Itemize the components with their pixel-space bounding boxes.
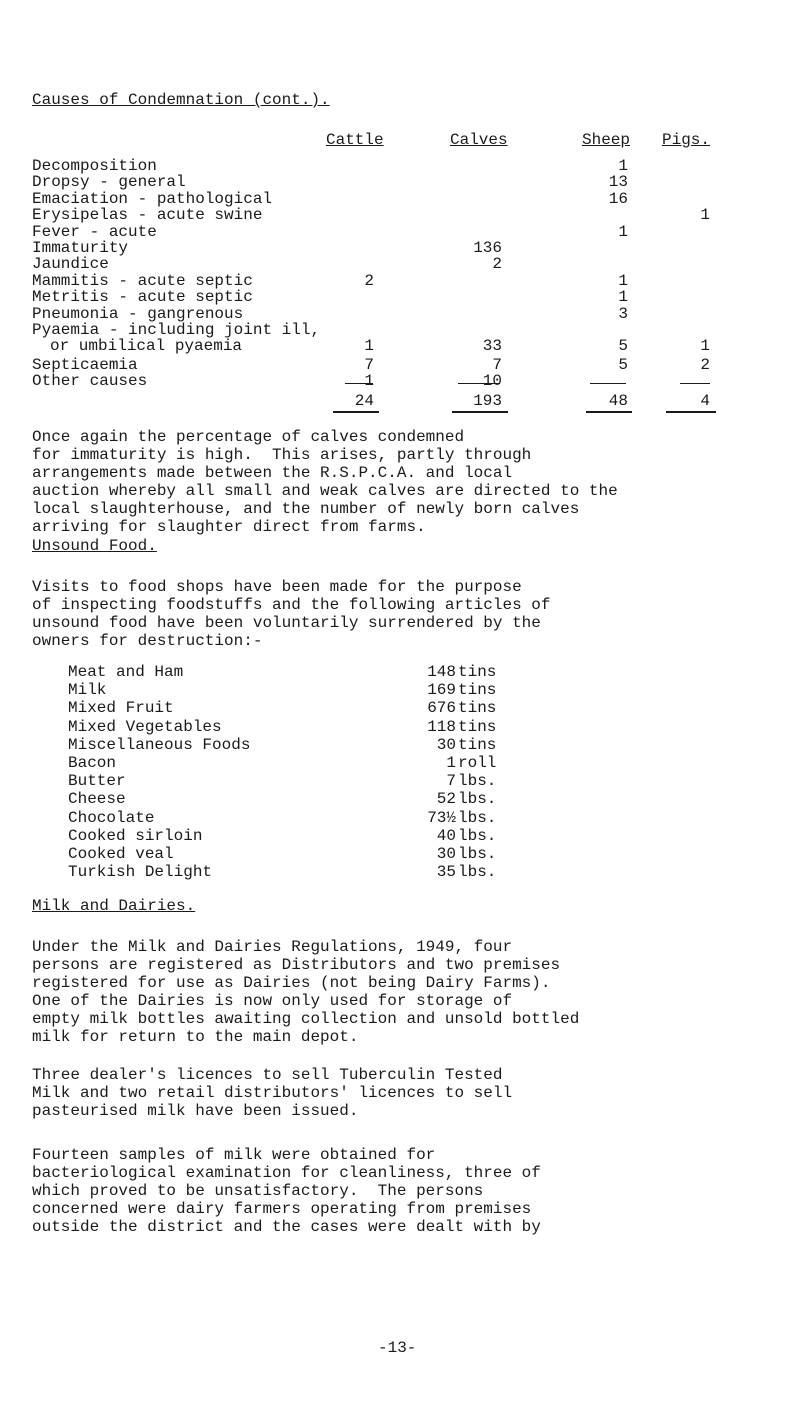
paragraph-line: owners for destruction:- <box>32 632 263 650</box>
unsound-food-intro <box>32 578 788 650</box>
condemnation-cell-cattle: 1 <box>364 372 374 391</box>
total-calves: 193 <box>473 392 502 410</box>
food-item-unit: roll <box>458 754 497 772</box>
paragraph-line: Three dealer's licences to sell Tuberculin Tested <box>32 1066 503 1084</box>
paragraph-line: unsound food have been voluntarily surrendered by the <box>32 614 541 632</box>
paragraph-line: concerned were dairy farmers operating from premises <box>32 1200 532 1218</box>
food-item-name: Mixed Vegetables <box>68 717 222 736</box>
food-item-unit: lbs. <box>458 863 497 882</box>
condemnation-cell-pigs: 1 <box>700 337 710 356</box>
condemnation-row-label: or umbilical pyaemia <box>50 337 243 356</box>
condemnation-cell-sheep: 1 <box>618 288 628 307</box>
total-pigs: 4 <box>700 392 710 410</box>
condemnation-cell-sheep: 16 <box>608 189 628 208</box>
food-item-name: Turkish Delight <box>68 863 213 882</box>
condemnation-row-label: Jaundice <box>32 255 109 274</box>
total-sheep: 48 <box>608 392 628 410</box>
total-rule-cattle <box>333 411 379 413</box>
total-rule-pigs <box>666 411 716 413</box>
paragraph-line: Visits to food shops have been made for the purpose <box>32 578 522 596</box>
subtotal-rule-cattle <box>345 383 373 384</box>
paragraph-line: which proved to be unsatisfactory. The persons <box>32 1182 484 1200</box>
condemnation-row-label: Mammitis - acute septic <box>32 271 253 290</box>
food-item-unit: tins <box>458 681 497 700</box>
col-header-sheep: Sheep <box>582 131 631 149</box>
food-item-name: Milk <box>68 681 107 700</box>
paragraph-line: for immaturity is high. This arises, partly through <box>32 446 532 464</box>
food-item-name: Butter <box>68 772 126 791</box>
food-item-unit: lbs. <box>458 845 497 863</box>
food-item-qty: 118 <box>427 717 456 736</box>
food-item-qty: 169 <box>427 681 456 700</box>
subtotal-rule-sheep <box>590 383 626 384</box>
paragraph-line: arrangements made between the R.S.P.C.A. and local <box>32 464 513 482</box>
condemnation-row-label: Metritis - acute septic <box>32 288 253 307</box>
food-item-name: Cheese <box>68 790 126 809</box>
col-header-cattle: Cattle <box>326 131 384 149</box>
condemnation-cell-calves: 2 <box>492 255 502 274</box>
paragraph-line: Fourteen samples of milk were obtained for <box>32 1146 436 1164</box>
page-number: -13- <box>378 1339 417 1357</box>
condemnation-cell-sheep: 13 <box>608 173 628 192</box>
paragraph-line: auction whereby all small and weak calves are directed to the <box>32 482 618 500</box>
page-title: Causes of Condemnation (cont.). <box>32 91 330 109</box>
subtotal-rule-pigs <box>680 383 710 384</box>
total-cattle: 24 <box>354 392 374 410</box>
food-item-qty: 30 <box>436 735 456 754</box>
paragraph-line: of inspecting foodstuffs and the following articles of <box>32 596 551 614</box>
food-item-unit: tins <box>458 717 497 736</box>
paragraph-line: bacteriological examination for cleanliness, three of <box>32 1164 541 1182</box>
condemnation-cell-sheep: 1 <box>618 222 628 241</box>
condemnation-row-label: Immaturity <box>32 239 129 257</box>
unsound-food-heading: Unsound Food. <box>32 537 157 555</box>
food-item-qty: 7 <box>446 772 456 791</box>
paragraph-line: milk for return to the main depot. <box>32 1028 359 1046</box>
paragraph-line: persons are registered as Distributors and two premises <box>32 956 561 974</box>
paragraph-line: outside the district and the cases were dealt with by <box>32 1218 541 1236</box>
food-item-name: Meat and Ham <box>68 663 184 681</box>
condemnation-cell-pigs: 2 <box>700 355 710 374</box>
condemnation-cell-calves: 7 <box>492 355 502 374</box>
condemnation-row-label: Decomposition <box>32 157 157 175</box>
condemnation-row-label: Dropsy - general <box>32 173 186 192</box>
food-item-name: Cooked sirloin <box>68 826 203 845</box>
food-item-name: Bacon <box>68 754 117 772</box>
food-item-unit: tins <box>458 735 497 754</box>
food-item-unit: lbs. <box>458 808 497 827</box>
condemnation-cell-sheep: 1 <box>618 271 628 290</box>
food-item-unit: lbs. <box>458 790 497 809</box>
condemnation-row-label: Pyaemia - including joint ill, <box>32 321 321 339</box>
condemnation-cell-cattle: 1 <box>364 337 374 356</box>
paragraph-line: pasteurised milk have been issued. <box>32 1102 359 1120</box>
subtotal-rule-calves <box>458 383 500 384</box>
paragraph-line: empty milk bottles awaiting collection and unsold bottled <box>32 1010 580 1028</box>
condemnation-cell-sheep: 5 <box>618 337 628 356</box>
paragraph-line: local slaughterhouse, and the number of newly born calves <box>32 500 580 518</box>
food-item-qty: 40 <box>436 826 456 845</box>
paragraph-line: Milk and two retail distributors' licences to sell <box>32 1084 513 1102</box>
food-item-unit: lbs. <box>458 772 497 791</box>
col-header-pigs: Pigs. <box>662 131 711 149</box>
paragraph-line: Under the Milk and Dairies Regulations, 1949, four <box>32 938 513 956</box>
food-item-qty: 52 <box>436 790 456 809</box>
food-item-unit: tins <box>458 699 497 718</box>
condemnation-row-label: Emaciation - pathological <box>32 189 273 208</box>
food-item-qty: 1 <box>446 754 456 772</box>
food-item-name: Mixed Fruit <box>68 699 174 718</box>
food-item-qty: 73½ <box>427 808 456 827</box>
condemnation-cell-cattle: 7 <box>364 355 374 374</box>
milk-dairies-paragraph-2 <box>32 1066 788 1120</box>
condemnation-cell-calves: 33 <box>482 337 502 356</box>
condemnation-cell-calves: 10 <box>482 372 502 391</box>
condemnation-cell-sheep: 5 <box>618 355 628 374</box>
total-rule-sheep <box>586 411 632 413</box>
paragraph-line: One of the Dairies is now only used for storage of <box>32 992 513 1010</box>
milk-dairies-paragraph-3 <box>32 1146 788 1236</box>
milk-dairies-heading: Milk and Dairies. <box>32 897 196 915</box>
condemnation-row-label: Erysipelas - acute swine <box>32 206 263 225</box>
paragraph-line: Once again the percentage of calves condemned <box>32 428 465 446</box>
paragraph-line: registered for use as Dairies (not being Dairy Farms). <box>32 974 551 992</box>
food-item-name: Chocolate <box>68 808 155 827</box>
milk-dairies-paragraph-1 <box>32 938 788 1046</box>
immaturity-paragraph <box>32 428 788 536</box>
food-item-qty: 148 <box>427 663 456 681</box>
food-item-unit: lbs. <box>458 826 497 845</box>
food-item-name: Miscellaneous Foods <box>68 735 251 754</box>
condemnation-cell-sheep: 3 <box>618 304 628 323</box>
condemnation-row-label: Septicaemia <box>32 355 138 374</box>
food-item-unit: tins <box>458 663 497 681</box>
food-item-qty: 35 <box>436 863 456 882</box>
food-item-name: Cooked veal <box>68 845 174 863</box>
food-item-qty: 30 <box>436 845 456 863</box>
condemnation-row-label: Other causes <box>32 372 148 391</box>
condemnation-row-label: Fever - acute <box>32 222 157 241</box>
paragraph-line: arriving for slaughter direct from farms. <box>32 518 426 536</box>
condemnation-cell-cattle: 2 <box>364 271 374 290</box>
condemnation-row-label: Pneumonia - gangrenous <box>32 304 244 323</box>
food-item-qty: 676 <box>427 699 456 718</box>
col-header-calves: Calves <box>450 131 508 149</box>
condemnation-cell-pigs: 1 <box>700 206 710 225</box>
total-rule-calves <box>452 411 508 413</box>
condemnation-cell-sheep: 1 <box>618 157 628 175</box>
condemnation-cell-calves: 136 <box>473 239 502 257</box>
